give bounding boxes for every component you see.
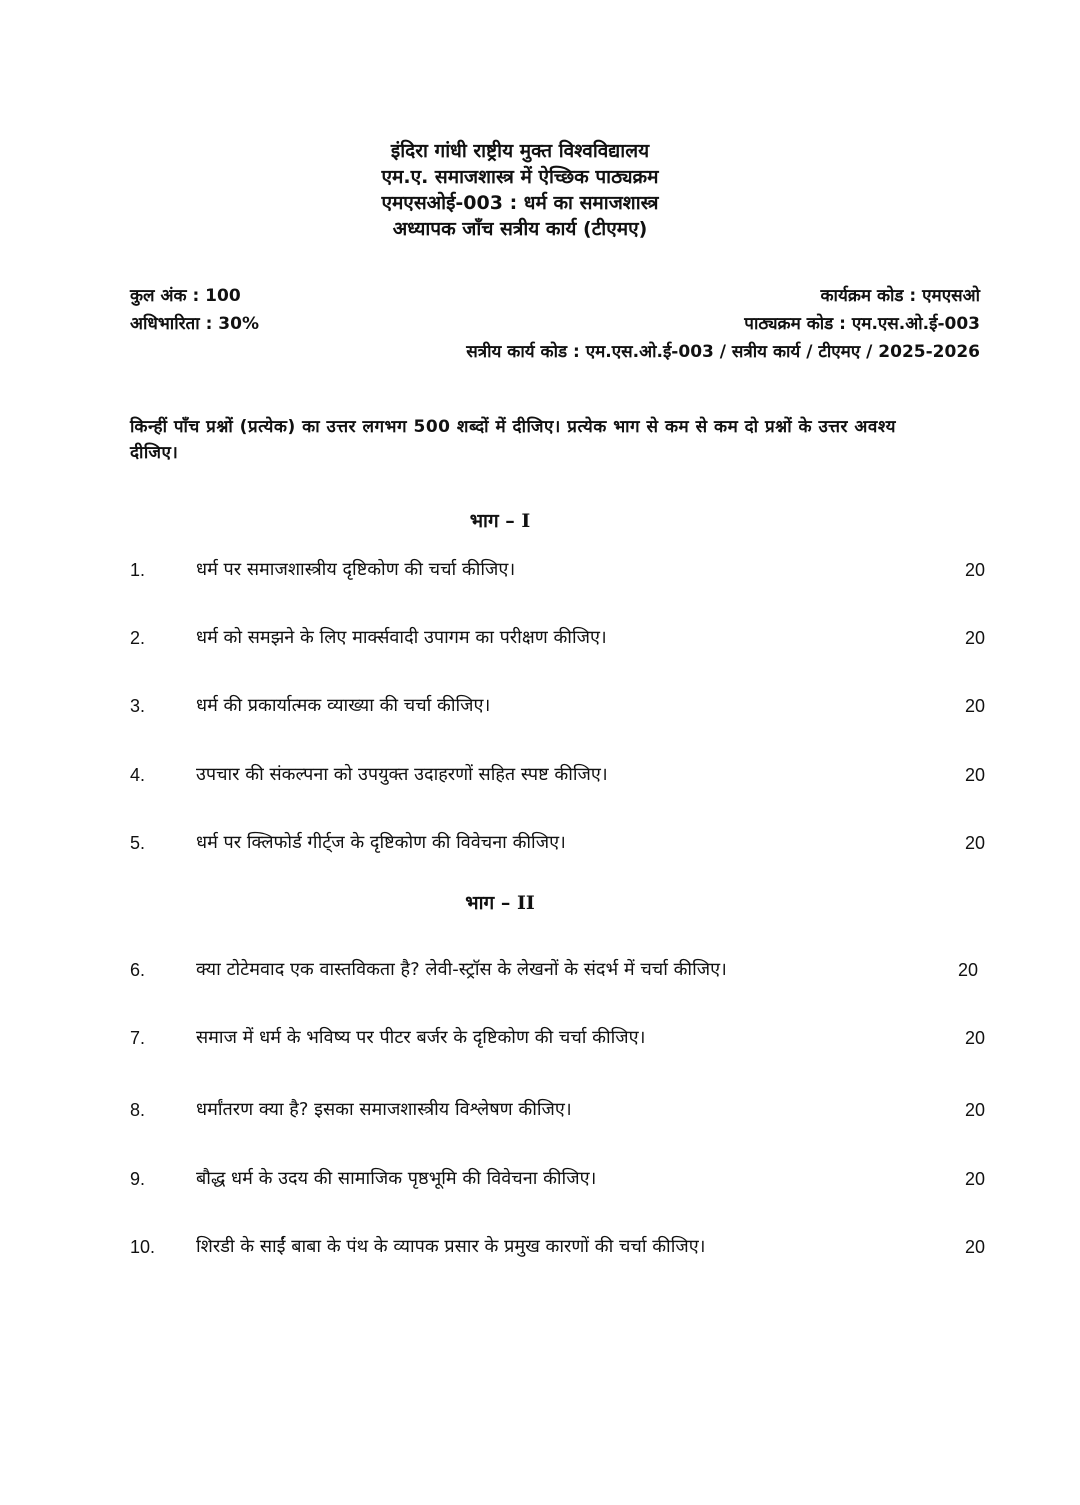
- question-number: 5.: [130, 833, 146, 853]
- code-info: [466, 282, 980, 366]
- question-number: 9.: [130, 1169, 146, 1189]
- question-text: क्या टोटेमवाद एक वास्तविकता है? लेवी-स्ट्रॉस के लेखनों के संदर्भ में चर्चा कीजिए।: [196, 959, 727, 980]
- question-marks: 20: [964, 560, 985, 580]
- marks-info: [130, 282, 259, 338]
- question-text: धर्मांतरण क्या है? इसका समाजशास्त्रीय विश्लेषण कीजिए।: [196, 1099, 572, 1120]
- question-marks: 20: [964, 1100, 985, 1120]
- question-marks: 20: [964, 1028, 985, 1048]
- question-text: शिरडी के साईं बाबा के पंथ के व्यापक प्रसार के प्रमुख कारणों की चर्चा कीजिए।: [196, 1236, 706, 1257]
- question-text: उपचार की संकल्पना को उपयुक्त उदाहरणों सहित स्पष्ट कीजिए।: [196, 764, 608, 785]
- question-text: बौद्ध धर्म के उदय की सामाजिक पृष्ठभूमि की विवेचना कीजिए।: [196, 1168, 597, 1189]
- question-number: 4.: [130, 765, 146, 785]
- question-item: [130, 691, 990, 721]
- question-marks: 20: [957, 960, 978, 980]
- weightage: अधिभारिता : 30%: [130, 314, 259, 334]
- question-number: 3.: [130, 696, 146, 716]
- question-item: [130, 1095, 990, 1125]
- university-name: इंदिरा गांधी राष्ट्रीय मुक्त विश्वविद्यालय: [390, 140, 650, 162]
- assignment-code: सत्रीय कार्य कोड : एम.एस.ओ.ई-003 / सत्रीय कार्य / टीएमए / 2025-2026: [466, 342, 980, 362]
- question-text: समाज में धर्म के भविष्य पर पीटर बर्जर के दृष्टिकोण की चर्चा कीजिए।: [196, 1027, 646, 1048]
- question-text: धर्म को समझने के लिए मार्क्सवादी उपागम का परीक्षण कीजिए।: [196, 627, 607, 648]
- question-marks: 20: [964, 1237, 985, 1257]
- question-marks: 20: [964, 765, 985, 785]
- question-item: [130, 623, 990, 653]
- question-text: धर्म पर समाजशास्त्रीय दृष्टिकोण की चर्चा कीजिए।: [196, 559, 516, 580]
- programme-code: कार्यक्रम कोड : एमएसओ: [820, 286, 980, 306]
- question-item: [130, 828, 990, 858]
- question-item: [130, 955, 990, 985]
- question-marks: 20: [964, 833, 985, 853]
- question-number: 1.: [130, 560, 146, 580]
- course-code: पाठ्यक्रम कोड : एम.एस.ओ.ई-003: [744, 314, 980, 334]
- question-item: [130, 760, 990, 790]
- question-number: 6.: [130, 960, 146, 980]
- assignment-type: अध्यापक जाँच सत्रीय कार्य (टीएमए): [392, 218, 648, 240]
- question-text: धर्म पर क्लिफोर्ड गीर्ट्ज के दृष्टिकोण की विवेचना कीजिए।: [196, 832, 566, 853]
- document-header: [0, 138, 1040, 242]
- programme-title: एम.ए. समाजशास्त्र में ऐच्छिक पाठ्यक्रम: [381, 166, 659, 188]
- question-item: [130, 1164, 990, 1194]
- question-marks: 20: [964, 1169, 985, 1189]
- section-title-part-2: भाग – II: [465, 892, 535, 914]
- section-title-part-1: भाग – I: [469, 510, 531, 532]
- question-item: [130, 1232, 990, 1262]
- question-item: [130, 555, 990, 585]
- question-item: [130, 1023, 990, 1053]
- course-title: एमएसओई-003 : धर्म का समाजशास्त्र: [381, 192, 659, 214]
- question-text: धर्म की प्रकार्यात्मक व्याख्या की चर्चा कीजिए।: [196, 695, 491, 716]
- question-marks: 20: [964, 696, 985, 716]
- question-number: 8.: [130, 1100, 146, 1120]
- question-number: 10.: [130, 1237, 156, 1257]
- total-marks: कुल अंक : 100: [130, 286, 241, 306]
- question-number: 7.: [130, 1028, 146, 1048]
- instructions: किन्हीं पाँच प्रश्नों (प्रत्येक) का उत्तर लगभग 500 शब्दों में दीजिए। प्रत्येक भाग से कम से कम दो प्रश्नों के उत्तर अवश्य दीजिए।: [130, 417, 896, 463]
- question-marks: 20: [964, 628, 985, 648]
- question-number: 2.: [130, 628, 146, 648]
